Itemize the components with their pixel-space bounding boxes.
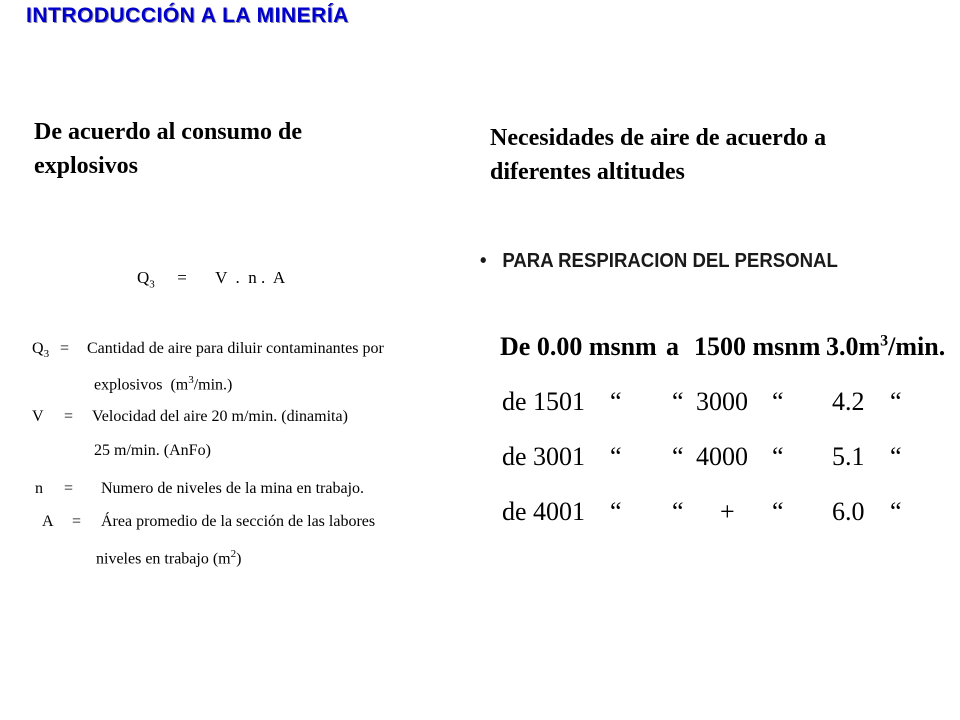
q-def-subscript: 3 [43,348,50,361]
a-def-symbol: A [42,513,54,530]
respiration-label: PARA RESPIRACION DEL PERSONAL [502,250,838,272]
row-quote: “ [890,442,902,471]
altitude-row [500,442,950,497]
a-def-eq: = [72,513,82,530]
q-def-text-2b: /min.) [193,376,233,394]
header-value-sup: 3 [880,332,889,350]
bullet-icon: • [480,250,487,272]
row-value: 5.1 [832,442,865,471]
row-quote: “ [772,442,784,471]
altitude-row [500,387,950,442]
q-def-symbol: Q [32,340,44,357]
n-def-eq: = [64,480,74,497]
row-quote: “ [672,442,684,471]
header-to-word: a [666,332,679,361]
q-def-text-2 [94,374,232,394]
q-definition [32,340,49,360]
equals-sign: = [177,268,187,287]
a-def-text-2b: ) [236,550,242,568]
row-from: de 4001 [502,497,586,526]
row-quote: “ [890,497,902,526]
header-to: 1500 msnm [694,332,821,361]
header-value-end: /min. [888,332,946,361]
respiration-heading [480,250,838,273]
v-def-symbol: V [32,408,44,425]
left-heading-line: De acuerdo al consumo de [34,119,302,145]
right-heading-line: Necesidades de aire de acuerdo a [490,125,827,151]
row-to: 4000 [696,442,748,471]
row-quote: “ [672,387,684,416]
v-def-eq: = [64,408,74,425]
n-def-symbol: n [35,480,43,497]
a-def-text-2a: niveles en trabajo (m [96,550,231,568]
q-def-text: Cantidad de aire para diluir contaminantes por [87,340,384,357]
q-subscript: 3 [149,278,155,291]
row-from: de 3001 [502,442,586,471]
a-def-sup: 2 [230,548,237,560]
row-to: 3000 [696,387,748,416]
row-quote: “ [610,387,622,416]
row-quote: “ [772,497,784,526]
right-heading [490,121,955,189]
q-def-eq: = [60,340,70,357]
v-def-text-2: 25 m/min. (AnFo) [94,442,211,459]
left-heading [34,115,434,183]
q-symbol: Q [137,268,150,287]
row-from: de 1501 [502,387,586,416]
left-heading-line: explosivos [34,153,139,179]
q-def-text-2a: explosivos (m [94,376,189,394]
row-quote: “ [672,497,684,526]
q-def-sup: 3 [188,374,194,386]
v-def-text: Velocidad del aire 20 m/min. (dinamita) [92,408,348,425]
right-heading-line: diferentes altitudes [490,159,685,185]
row-quote: “ [610,497,622,526]
row-value: 4.2 [832,387,865,416]
a-def-text: Área promedio de la sección de las labores [101,513,376,530]
altitude-row [500,497,950,552]
row-quote: “ [610,442,622,471]
header-value-main: 3.0m [826,332,881,361]
formula-rhs: V . n . A [215,268,286,287]
n-def-text: Numero de niveles de la mina en trabajo. [101,480,365,497]
row-value: 6.0 [832,497,865,526]
altitude-table [500,332,950,552]
formula-panel [24,228,428,580]
altitude-header-row [500,332,950,387]
main-formula [137,268,285,290]
row-quote: “ [890,387,902,416]
row-quote: “ [772,387,784,416]
header-from: De 0.00 msnm [500,332,657,361]
row-to: + [720,497,735,526]
header-value [826,332,945,362]
page-title: INTRODUCCIÓN A LA MINERÍA [26,4,349,27]
a-def-text-2 [96,548,241,568]
